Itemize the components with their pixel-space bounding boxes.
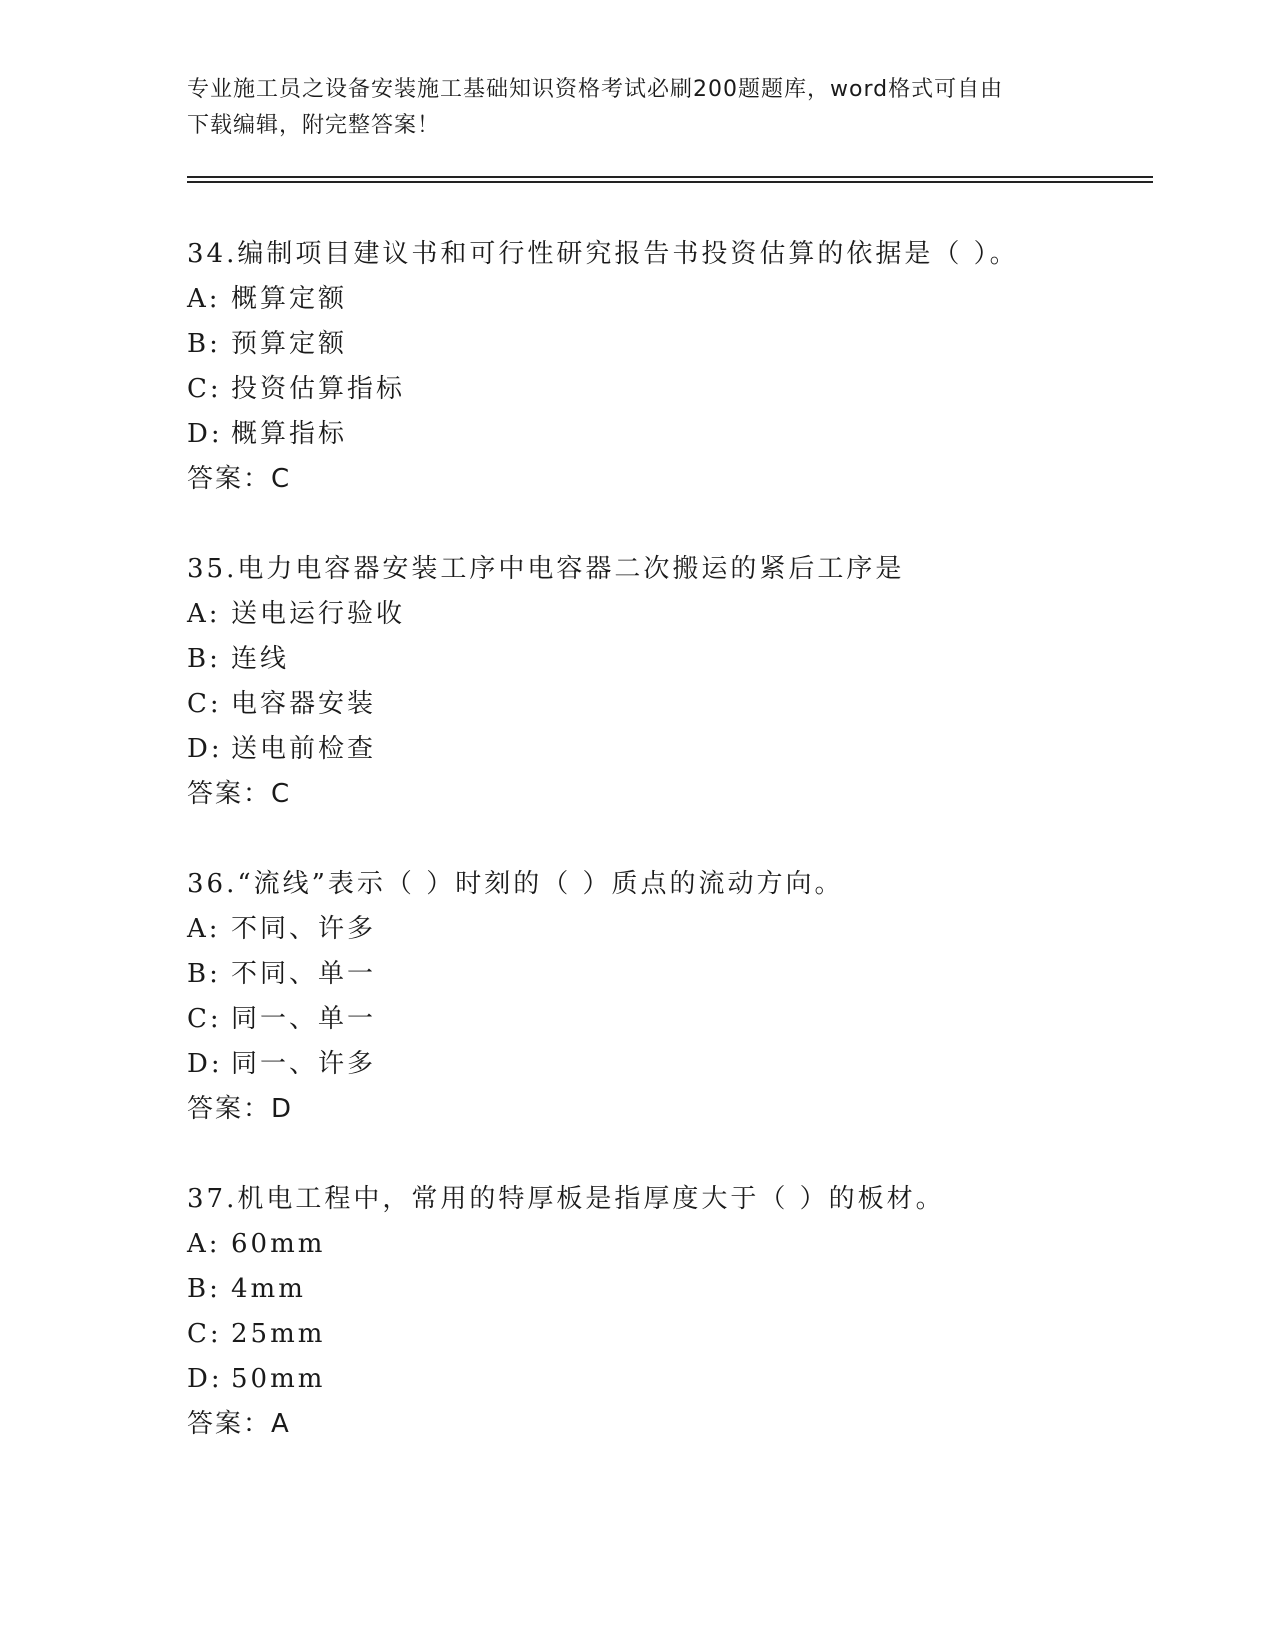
option-text: 25mm xyxy=(231,1319,326,1349)
option-letter: C: xyxy=(187,689,222,719)
option-a xyxy=(187,907,1147,952)
answer-line: 答案：A xyxy=(187,1409,291,1439)
option-letter: B: xyxy=(187,644,221,674)
option-letter: D: xyxy=(187,419,223,449)
option-text: 送电前检查 xyxy=(231,734,377,764)
option-text: 概算指标 xyxy=(231,419,348,449)
question-stem: 35.电力电容器安装工序中电容器二次搬运的紧后工序是 xyxy=(187,554,905,584)
option-letter: A: xyxy=(187,914,221,944)
option-a xyxy=(187,592,1147,637)
option-text: 50mm xyxy=(231,1364,326,1394)
option-c xyxy=(187,997,1147,1042)
option-letter: C: xyxy=(187,1004,222,1034)
option-text: 送电运行验收 xyxy=(231,599,406,629)
question-stem: 34.编制项目建议书和可行性研究报告书投资估算的依据是（ ）。 xyxy=(187,239,1019,269)
option-b xyxy=(187,952,1147,997)
option-a xyxy=(187,1222,1147,1267)
option-text: 连线 xyxy=(231,644,290,674)
question-stem: 37.机电工程中，常用的特厚板是指厚度大于（ ）的板材。 xyxy=(187,1184,945,1214)
option-letter: D: xyxy=(187,1049,223,1079)
option-text: 同一、单一 xyxy=(231,1004,377,1034)
option-letter: C: xyxy=(187,1319,222,1349)
option-text: 不同、单一 xyxy=(231,959,377,989)
answer-line: 答案：D xyxy=(187,1094,294,1124)
option-text: 概算定额 xyxy=(231,284,348,314)
answer-line: 答案：C xyxy=(187,464,292,494)
option-a xyxy=(187,277,1147,322)
option-text: 60mm xyxy=(231,1229,326,1259)
document-header xyxy=(187,72,1067,144)
option-b xyxy=(187,637,1147,682)
option-d xyxy=(187,1357,1147,1402)
option-letter: A: xyxy=(187,599,221,629)
option-letter: B: xyxy=(187,959,221,989)
option-text: 4mm xyxy=(231,1274,306,1304)
question-37 xyxy=(187,1177,1147,1447)
option-text: 投资估算指标 xyxy=(231,374,406,404)
option-text: 不同、许多 xyxy=(231,914,377,944)
question-36 xyxy=(187,862,1147,1132)
option-b xyxy=(187,1267,1147,1312)
header-line-1: 专业施工员之设备安装施工基础知识资格考试必刷200题题库，word格式可自由 xyxy=(187,77,1004,102)
option-letter: B: xyxy=(187,1274,221,1304)
option-letter: C: xyxy=(187,374,222,404)
option-d xyxy=(187,727,1147,772)
option-d xyxy=(187,1042,1147,1087)
option-letter: D: xyxy=(187,734,223,764)
question-stem: 36.“流线”表示（ ）时刻的（ ）质点的流动方向。 xyxy=(187,869,844,899)
option-b xyxy=(187,322,1147,367)
option-letter: D: xyxy=(187,1364,223,1394)
option-c xyxy=(187,1312,1147,1357)
option-text: 预算定额 xyxy=(231,329,348,359)
answer-line: 答案：C xyxy=(187,779,292,809)
option-letter: B: xyxy=(187,329,221,359)
header-line-2: 下载编辑，附完整答案！ xyxy=(187,113,441,138)
option-d xyxy=(187,412,1147,457)
option-c xyxy=(187,682,1147,727)
header-divider-top xyxy=(187,176,1153,178)
option-text: 同一、许多 xyxy=(231,1049,377,1079)
option-letter: A: xyxy=(187,284,221,314)
header-divider-bottom xyxy=(187,181,1153,183)
option-text: 电容器安装 xyxy=(231,689,377,719)
option-c xyxy=(187,367,1147,412)
question-35 xyxy=(187,547,1147,817)
question-34 xyxy=(187,232,1147,502)
option-letter: A: xyxy=(187,1229,221,1259)
